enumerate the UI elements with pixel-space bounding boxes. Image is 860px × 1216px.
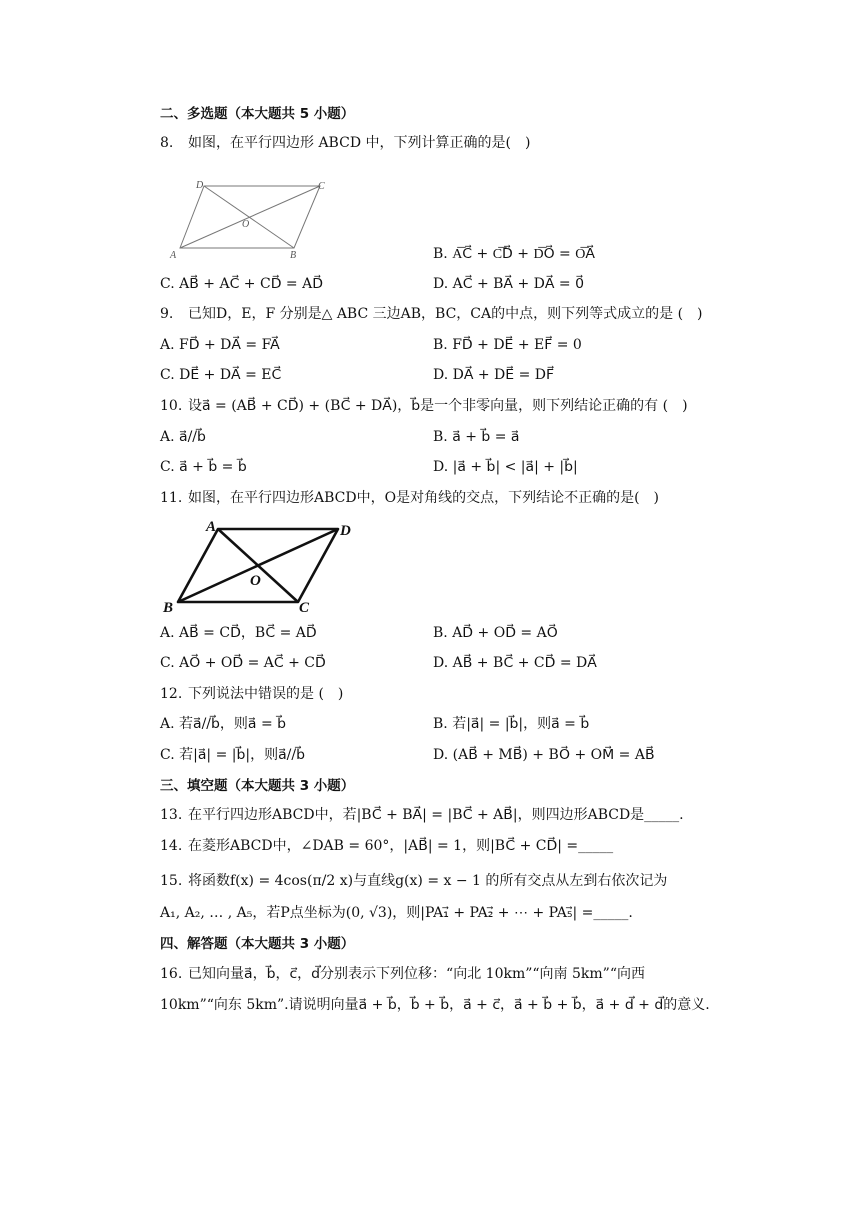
option-a: A. a⃗//b⃗: [160, 429, 206, 445]
question-number: 9.: [160, 306, 174, 322]
option-c: C. AB⃗ + AC⃗ + CD⃗ = AD⃗: [160, 276, 323, 292]
vertex-label-a: A: [170, 250, 177, 261]
option-d: D. AC⃗ + BA⃗ + DA⃗ = 0⃗: [433, 276, 584, 292]
option-c: C. a⃗ + b⃗ = b⃗: [160, 459, 247, 475]
question-number: 16.: [160, 966, 183, 982]
option-c: C. DE⃗ + DA⃗ = EC⃗: [160, 367, 282, 383]
option-b: B. 若|a⃗| = |b⃗|，则a⃗ = b⃗: [433, 716, 590, 732]
question-text: 如图，在平行四边形ABCD中，O是对角线的交点，下列结论不正确的是( ): [188, 490, 659, 506]
question-15-continued: A₁, A₂, … , A₅，若P点坐标为(0, √3)，则|PA₁⃗ + PA₂⃗ + ⋯ + PA₅⃗| =_____.: [160, 905, 633, 921]
vertex-label-c: C: [318, 181, 325, 192]
section-answer: 四、解答题（本大题共 3 小题）: [160, 936, 355, 952]
question-text: 如图，在平行四边形 ABCD 中，下列计算正确的是( ): [188, 135, 531, 151]
vertex-label-c: C: [299, 600, 310, 615]
question-number: 12.: [160, 686, 183, 702]
question-9: [160, 304, 703, 324]
option-b: B. a⃗ + b⃗ = a⃗: [433, 429, 520, 445]
question-11: [160, 488, 659, 508]
question-number: 14.: [160, 838, 183, 854]
question-number: 13.: [160, 807, 183, 823]
question-12: [160, 684, 343, 704]
vertex-label-a: A: [206, 519, 217, 535]
question-13: [160, 805, 684, 825]
option-b: B. A͞C⃗ + C͞D⃗ + D͞O⃗ = O͞A⃗: [433, 246, 595, 262]
question-text: 设a⃗ = (AB⃗ + CD⃗) + (BC⃗ + DA⃗)，b⃗是一个非零向量，则下列结论正确的有 ( ): [188, 398, 688, 414]
vertex-label-b: B: [290, 250, 297, 261]
figure-parallelogram-q11: [160, 515, 360, 615]
option-a: A. AB⃗ = CD⃗，BC⃗ = AD⃗: [160, 625, 317, 641]
center-label-o: O: [250, 573, 261, 589]
option-b: B. FD⃗ + DE⃗ + EF⃗ = 0: [433, 337, 582, 353]
question-number: 8.: [160, 135, 174, 151]
option-d: D. |a⃗ + b⃗| < |a⃗| + |b⃗|: [433, 459, 578, 475]
section-fill-blank: 三、填空题（本大题共 3 小题）: [160, 778, 355, 794]
question-text: 下列说法中错误的是 ( ): [188, 686, 344, 702]
question-text: 在菱形ABCD中，∠DAB = 60°，|AB⃗| = 1，则|BC⃗ + CD⃗| =_____: [188, 838, 614, 854]
question-16: [160, 964, 645, 984]
option-d: D. AB⃗ + BC⃗ + CD⃗ = DA⃗: [433, 655, 597, 671]
question-text: 在平行四边形ABCD中，若|BC⃗ + BA⃗| = |BC⃗ + AB⃗|，则四边形ABCD是_____.: [188, 807, 684, 823]
option-d: D. (AB⃗ + MB⃗) + BO⃗ + OM⃗ = AB⃗: [433, 747, 655, 763]
vertex-label-d: D: [196, 180, 204, 191]
vertex-label-b: B: [163, 600, 174, 615]
vertex-label-d: D: [340, 523, 351, 539]
question-number: 15.: [160, 873, 183, 889]
option-b: B. AD⃗ + OD⃗ = AO⃗: [433, 625, 558, 641]
question-15: [160, 871, 667, 891]
option-a: A. 若a⃗//b⃗，则a⃗ = b⃗: [160, 716, 287, 732]
question-8: [160, 133, 530, 153]
figure-parallelogram-q8: [162, 176, 342, 262]
question-16-continued: 10km”“向东 5km”.请说明向量a⃗ + b⃗，b⃗ + b⃗，a⃗ + c⃗，a⃗ + b⃗ + b⃗，a⃗ + d⃗ + d⃗的意义.: [160, 997, 710, 1013]
section-multi-choice: 二、多选题（本大题共 5 小题）: [160, 106, 355, 122]
option-c: C. AO⃗ + OD⃗ = AC⃗ + CD⃗: [160, 655, 326, 671]
option-a: A. FD⃗ + DA⃗ = FA⃗: [160, 337, 280, 353]
option-c: C. 若|a⃗| = |b⃗|，则a⃗//b⃗: [160, 747, 305, 763]
question-number: 10.: [160, 398, 183, 414]
question-number: 11.: [160, 490, 183, 506]
question-14: [160, 836, 613, 856]
center-label-o: O: [242, 219, 250, 230]
question-text: 已知向量a⃗，b⃗，c⃗，d⃗分别表示下列位移：“向北 10km”“向南 5km”“向西: [188, 966, 645, 982]
option-d: D. DA⃗ + DE⃗ = DF⃗: [433, 367, 555, 383]
question-text: 已知D，E，F 分别是△ ABC 三边AB，BC，CA的中点，则下列等式成立的是 ( ): [188, 306, 703, 322]
question-10: [160, 396, 688, 416]
question-text: 将函数f(x) = 4cos(π/2 x)与直线g(x) = x − 1 的所有交点从左到右依次记为: [188, 873, 668, 889]
